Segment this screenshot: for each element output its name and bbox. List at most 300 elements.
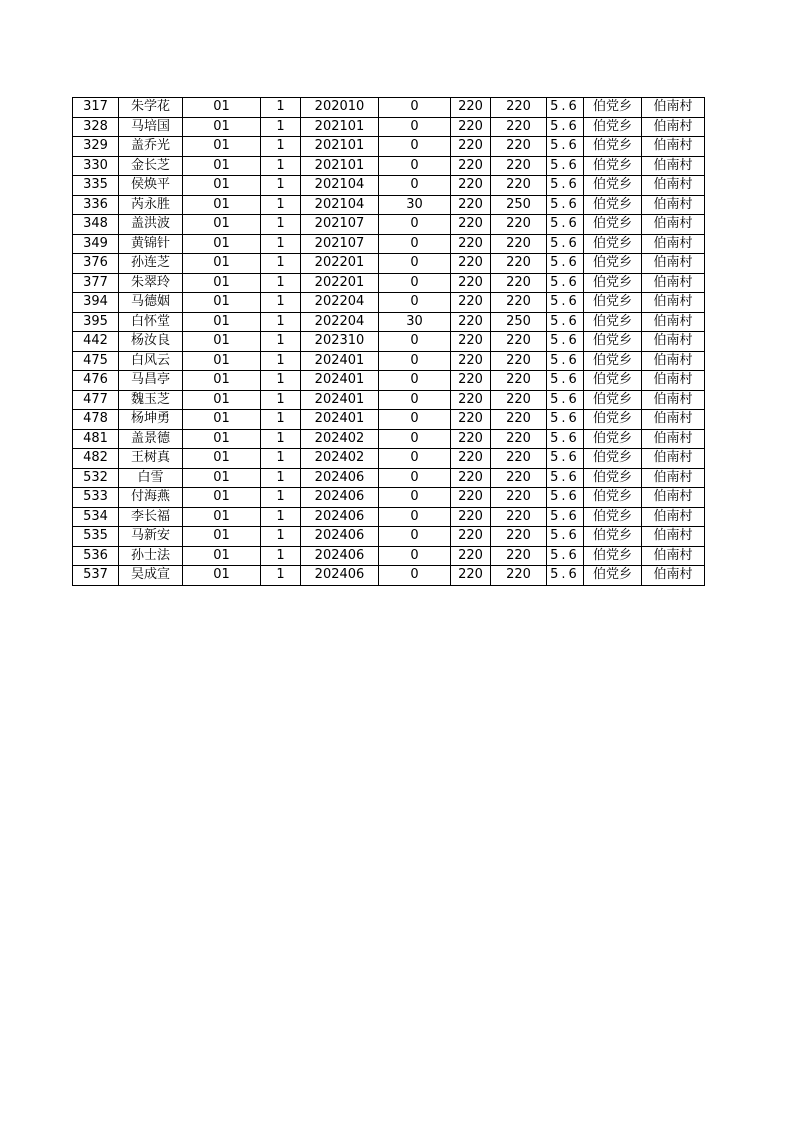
table-row: [73, 371, 705, 391]
total-cell: 220: [491, 176, 547, 196]
name-cell: 马德姻: [119, 293, 183, 313]
name-cell: 杨汝良: [119, 332, 183, 352]
extra-cell: 0: [379, 351, 451, 371]
township-cell: 伯党乡: [584, 488, 642, 508]
rate-cell: 5.6: [547, 254, 584, 274]
count-cell: 1: [261, 234, 301, 254]
extra-cell: 0: [379, 156, 451, 176]
base-cell: 220: [451, 449, 491, 469]
village-cell: 伯南村: [642, 507, 705, 527]
extra-cell: 0: [379, 410, 451, 430]
code-cell: 01: [183, 293, 261, 313]
total-cell: 220: [491, 351, 547, 371]
total-cell: 220: [491, 566, 547, 586]
name-cell: 侯焕平: [119, 176, 183, 196]
code-cell: 01: [183, 176, 261, 196]
total-cell: 220: [491, 527, 547, 547]
extra-cell: 0: [379, 507, 451, 527]
extra-cell: 0: [379, 429, 451, 449]
code-cell: 01: [183, 117, 261, 137]
table-row: [73, 312, 705, 332]
table-row: [73, 351, 705, 371]
table-row: [73, 507, 705, 527]
id-cell: 537: [73, 566, 119, 586]
id-cell: 328: [73, 117, 119, 137]
township-cell: 伯党乡: [584, 137, 642, 157]
total-cell: 220: [491, 488, 547, 508]
total-cell: 220: [491, 156, 547, 176]
rate-cell: 5.6: [547, 527, 584, 547]
table-row: [73, 468, 705, 488]
rate-cell: 5.6: [547, 234, 584, 254]
name-cell: 盖洪波: [119, 215, 183, 235]
code-cell: 01: [183, 507, 261, 527]
count-cell: 1: [261, 371, 301, 391]
table-row: [73, 273, 705, 293]
township-cell: 伯党乡: [584, 390, 642, 410]
table-row: [73, 527, 705, 547]
rate-cell: 5.6: [547, 449, 584, 469]
count-cell: 1: [261, 488, 301, 508]
extra-cell: 0: [379, 390, 451, 410]
village-cell: 伯南村: [642, 449, 705, 469]
village-cell: 伯南村: [642, 429, 705, 449]
extra-cell: 0: [379, 137, 451, 157]
code-cell: 01: [183, 351, 261, 371]
name-cell: 王树真: [119, 449, 183, 469]
name-cell: 朱翠玲: [119, 273, 183, 293]
table-row: [73, 293, 705, 313]
base-cell: 220: [451, 566, 491, 586]
village-cell: 伯南村: [642, 117, 705, 137]
township-cell: 伯党乡: [584, 254, 642, 274]
id-cell: 336: [73, 195, 119, 215]
count-cell: 1: [261, 137, 301, 157]
township-cell: 伯党乡: [584, 410, 642, 430]
name-cell: 魏玉芝: [119, 390, 183, 410]
village-cell: 伯南村: [642, 312, 705, 332]
village-cell: 伯南村: [642, 546, 705, 566]
count-cell: 1: [261, 546, 301, 566]
table-row: [73, 332, 705, 352]
table-body: [73, 98, 705, 586]
count-cell: 1: [261, 527, 301, 547]
name-cell: 盖景德: [119, 429, 183, 449]
name-cell: 马培国: [119, 117, 183, 137]
id-cell: 348: [73, 215, 119, 235]
village-cell: 伯南村: [642, 215, 705, 235]
table-row: [73, 117, 705, 137]
count-cell: 1: [261, 254, 301, 274]
village-cell: 伯南村: [642, 254, 705, 274]
village-cell: 伯南村: [642, 527, 705, 547]
table-row: [73, 137, 705, 157]
rate-cell: 5.6: [547, 195, 584, 215]
date-cell: 202104: [301, 195, 379, 215]
rate-cell: 5.6: [547, 351, 584, 371]
date-cell: 202406: [301, 488, 379, 508]
id-cell: 377: [73, 273, 119, 293]
total-cell: 220: [491, 449, 547, 469]
id-cell: 475: [73, 351, 119, 371]
township-cell: 伯党乡: [584, 351, 642, 371]
name-cell: 芮永胜: [119, 195, 183, 215]
table-row: [73, 98, 705, 118]
id-cell: 376: [73, 254, 119, 274]
code-cell: 01: [183, 254, 261, 274]
rate-cell: 5.6: [547, 176, 584, 196]
id-cell: 477: [73, 390, 119, 410]
rate-cell: 5.6: [547, 371, 584, 391]
township-cell: 伯党乡: [584, 527, 642, 547]
rate-cell: 5.6: [547, 390, 584, 410]
date-cell: 202204: [301, 312, 379, 332]
code-cell: 01: [183, 137, 261, 157]
extra-cell: 0: [379, 449, 451, 469]
date-cell: 202401: [301, 390, 379, 410]
name-cell: 吴成宣: [119, 566, 183, 586]
village-cell: 伯南村: [642, 98, 705, 118]
total-cell: 220: [491, 98, 547, 118]
rate-cell: 5.6: [547, 137, 584, 157]
village-cell: 伯南村: [642, 234, 705, 254]
count-cell: 1: [261, 156, 301, 176]
township-cell: 伯党乡: [584, 332, 642, 352]
count-cell: 1: [261, 117, 301, 137]
table-row: [73, 390, 705, 410]
code-cell: 01: [183, 527, 261, 547]
rate-cell: 5.6: [547, 468, 584, 488]
date-cell: 202401: [301, 351, 379, 371]
id-cell: 442: [73, 332, 119, 352]
village-cell: 伯南村: [642, 176, 705, 196]
village-cell: 伯南村: [642, 566, 705, 586]
base-cell: 220: [451, 195, 491, 215]
table-row: [73, 254, 705, 274]
count-cell: 1: [261, 312, 301, 332]
extra-cell: 30: [379, 312, 451, 332]
date-cell: 202010: [301, 98, 379, 118]
date-cell: 202107: [301, 234, 379, 254]
code-cell: 01: [183, 98, 261, 118]
township-cell: 伯党乡: [584, 195, 642, 215]
total-cell: 220: [491, 254, 547, 274]
total-cell: 220: [491, 273, 547, 293]
extra-cell: 0: [379, 566, 451, 586]
id-cell: 536: [73, 546, 119, 566]
township-cell: 伯党乡: [584, 312, 642, 332]
township-cell: 伯党乡: [584, 546, 642, 566]
total-cell: 220: [491, 215, 547, 235]
rate-cell: 5.6: [547, 488, 584, 508]
id-cell: 533: [73, 488, 119, 508]
name-cell: 金长芝: [119, 156, 183, 176]
extra-cell: 0: [379, 468, 451, 488]
extra-cell: 0: [379, 176, 451, 196]
code-cell: 01: [183, 332, 261, 352]
township-cell: 伯党乡: [584, 98, 642, 118]
total-cell: 220: [491, 546, 547, 566]
date-cell: 202101: [301, 156, 379, 176]
count-cell: 1: [261, 293, 301, 313]
base-cell: 220: [451, 332, 491, 352]
id-cell: 481: [73, 429, 119, 449]
id-cell: 532: [73, 468, 119, 488]
extra-cell: 0: [379, 293, 451, 313]
township-cell: 伯党乡: [584, 371, 642, 391]
base-cell: 220: [451, 507, 491, 527]
date-cell: 202406: [301, 507, 379, 527]
id-cell: 395: [73, 312, 119, 332]
township-cell: 伯党乡: [584, 468, 642, 488]
total-cell: 220: [491, 234, 547, 254]
table-row: [73, 429, 705, 449]
village-cell: 伯南村: [642, 332, 705, 352]
date-cell: 202402: [301, 429, 379, 449]
rate-cell: 5.6: [547, 156, 584, 176]
extra-cell: 0: [379, 234, 451, 254]
rate-cell: 5.6: [547, 215, 584, 235]
rate-cell: 5.6: [547, 410, 584, 430]
rate-cell: 5.6: [547, 546, 584, 566]
code-cell: 01: [183, 156, 261, 176]
township-cell: 伯党乡: [584, 429, 642, 449]
count-cell: 1: [261, 215, 301, 235]
extra-cell: 0: [379, 371, 451, 391]
township-cell: 伯党乡: [584, 566, 642, 586]
table-row: [73, 488, 705, 508]
id-cell: 329: [73, 137, 119, 157]
base-cell: 220: [451, 371, 491, 391]
count-cell: 1: [261, 273, 301, 293]
base-cell: 220: [451, 293, 491, 313]
name-cell: 朱学花: [119, 98, 183, 118]
extra-cell: 0: [379, 98, 451, 118]
extra-cell: 0: [379, 527, 451, 547]
code-cell: 01: [183, 546, 261, 566]
base-cell: 220: [451, 273, 491, 293]
village-cell: 伯南村: [642, 371, 705, 391]
name-cell: 白雪: [119, 468, 183, 488]
count-cell: 1: [261, 410, 301, 430]
table-row: [73, 566, 705, 586]
code-cell: 01: [183, 449, 261, 469]
rate-cell: 5.6: [547, 117, 584, 137]
name-cell: 盖乔光: [119, 137, 183, 157]
code-cell: 01: [183, 312, 261, 332]
name-cell: 孙士法: [119, 546, 183, 566]
village-cell: 伯南村: [642, 410, 705, 430]
township-cell: 伯党乡: [584, 507, 642, 527]
date-cell: 202401: [301, 371, 379, 391]
rate-cell: 5.6: [547, 293, 584, 313]
township-cell: 伯党乡: [584, 176, 642, 196]
base-cell: 220: [451, 468, 491, 488]
total-cell: 220: [491, 137, 547, 157]
base-cell: 220: [451, 527, 491, 547]
count-cell: 1: [261, 507, 301, 527]
count-cell: 1: [261, 98, 301, 118]
table-row: [73, 449, 705, 469]
count-cell: 1: [261, 332, 301, 352]
name-cell: 李长福: [119, 507, 183, 527]
code-cell: 01: [183, 195, 261, 215]
extra-cell: 0: [379, 546, 451, 566]
count-cell: 1: [261, 429, 301, 449]
table-row: [73, 176, 705, 196]
count-cell: 1: [261, 390, 301, 410]
name-cell: 孙连芝: [119, 254, 183, 274]
code-cell: 01: [183, 488, 261, 508]
base-cell: 220: [451, 215, 491, 235]
code-cell: 01: [183, 410, 261, 430]
id-cell: 534: [73, 507, 119, 527]
base-cell: 220: [451, 390, 491, 410]
name-cell: 杨坤勇: [119, 410, 183, 430]
township-cell: 伯党乡: [584, 215, 642, 235]
code-cell: 01: [183, 215, 261, 235]
count-cell: 1: [261, 195, 301, 215]
base-cell: 220: [451, 176, 491, 196]
base-cell: 220: [451, 429, 491, 449]
base-cell: 220: [451, 546, 491, 566]
name-cell: 白怀堂: [119, 312, 183, 332]
township-cell: 伯党乡: [584, 449, 642, 469]
township-cell: 伯党乡: [584, 117, 642, 137]
code-cell: 01: [183, 371, 261, 391]
village-cell: 伯南村: [642, 468, 705, 488]
date-cell: 202402: [301, 449, 379, 469]
total-cell: 220: [491, 371, 547, 391]
extra-cell: 0: [379, 254, 451, 274]
date-cell: 202401: [301, 410, 379, 430]
rate-cell: 5.6: [547, 312, 584, 332]
extra-cell: 30: [379, 195, 451, 215]
code-cell: 01: [183, 429, 261, 449]
total-cell: 220: [491, 507, 547, 527]
township-cell: 伯党乡: [584, 293, 642, 313]
village-cell: 伯南村: [642, 293, 705, 313]
id-cell: 335: [73, 176, 119, 196]
base-cell: 220: [451, 410, 491, 430]
table-row: [73, 195, 705, 215]
code-cell: 01: [183, 273, 261, 293]
id-cell: 535: [73, 527, 119, 547]
date-cell: 202107: [301, 215, 379, 235]
village-cell: 伯南村: [642, 137, 705, 157]
name-cell: 白风云: [119, 351, 183, 371]
code-cell: 01: [183, 468, 261, 488]
date-cell: 202406: [301, 468, 379, 488]
village-cell: 伯南村: [642, 390, 705, 410]
village-cell: 伯南村: [642, 156, 705, 176]
date-cell: 202201: [301, 273, 379, 293]
total-cell: 220: [491, 468, 547, 488]
total-cell: 220: [491, 410, 547, 430]
village-cell: 伯南村: [642, 351, 705, 371]
rate-cell: 5.6: [547, 429, 584, 449]
extra-cell: 0: [379, 215, 451, 235]
date-cell: 202204: [301, 293, 379, 313]
date-cell: 202406: [301, 566, 379, 586]
id-cell: 349: [73, 234, 119, 254]
total-cell: 220: [491, 293, 547, 313]
table-row: [73, 410, 705, 430]
code-cell: 01: [183, 390, 261, 410]
count-cell: 1: [261, 468, 301, 488]
base-cell: 220: [451, 234, 491, 254]
village-cell: 伯南村: [642, 273, 705, 293]
date-cell: 202101: [301, 117, 379, 137]
count-cell: 1: [261, 566, 301, 586]
base-cell: 220: [451, 98, 491, 118]
base-cell: 220: [451, 137, 491, 157]
township-cell: 伯党乡: [584, 234, 642, 254]
table-row: [73, 546, 705, 566]
township-cell: 伯党乡: [584, 156, 642, 176]
count-cell: 1: [261, 176, 301, 196]
rate-cell: 5.6: [547, 507, 584, 527]
township-cell: 伯党乡: [584, 273, 642, 293]
id-cell: 394: [73, 293, 119, 313]
total-cell: 220: [491, 429, 547, 449]
extra-cell: 0: [379, 117, 451, 137]
total-cell: 250: [491, 195, 547, 215]
total-cell: 220: [491, 390, 547, 410]
base-cell: 220: [451, 488, 491, 508]
village-cell: 伯南村: [642, 195, 705, 215]
table-row: [73, 156, 705, 176]
table-row: [73, 215, 705, 235]
date-cell: 202201: [301, 254, 379, 274]
extra-cell: 0: [379, 332, 451, 352]
rate-cell: 5.6: [547, 98, 584, 118]
id-cell: 476: [73, 371, 119, 391]
date-cell: 202101: [301, 137, 379, 157]
code-cell: 01: [183, 566, 261, 586]
total-cell: 220: [491, 332, 547, 352]
name-cell: 付海燕: [119, 488, 183, 508]
date-cell: 202406: [301, 546, 379, 566]
name-cell: 马昌亭: [119, 371, 183, 391]
base-cell: 220: [451, 117, 491, 137]
base-cell: 220: [451, 254, 491, 274]
village-cell: 伯南村: [642, 488, 705, 508]
base-cell: 220: [451, 312, 491, 332]
count-cell: 1: [261, 351, 301, 371]
rate-cell: 5.6: [547, 332, 584, 352]
code-cell: 01: [183, 234, 261, 254]
data-table: [72, 97, 705, 586]
base-cell: 220: [451, 156, 491, 176]
date-cell: 202104: [301, 176, 379, 196]
id-cell: 317: [73, 98, 119, 118]
extra-cell: 0: [379, 273, 451, 293]
rate-cell: 5.6: [547, 273, 584, 293]
id-cell: 482: [73, 449, 119, 469]
id-cell: 330: [73, 156, 119, 176]
total-cell: 220: [491, 117, 547, 137]
date-cell: 202406: [301, 527, 379, 547]
table-row: [73, 234, 705, 254]
count-cell: 1: [261, 449, 301, 469]
name-cell: 黄锦针: [119, 234, 183, 254]
extra-cell: 0: [379, 488, 451, 508]
date-cell: 202310: [301, 332, 379, 352]
total-cell: 250: [491, 312, 547, 332]
id-cell: 478: [73, 410, 119, 430]
rate-cell: 5.6: [547, 566, 584, 586]
